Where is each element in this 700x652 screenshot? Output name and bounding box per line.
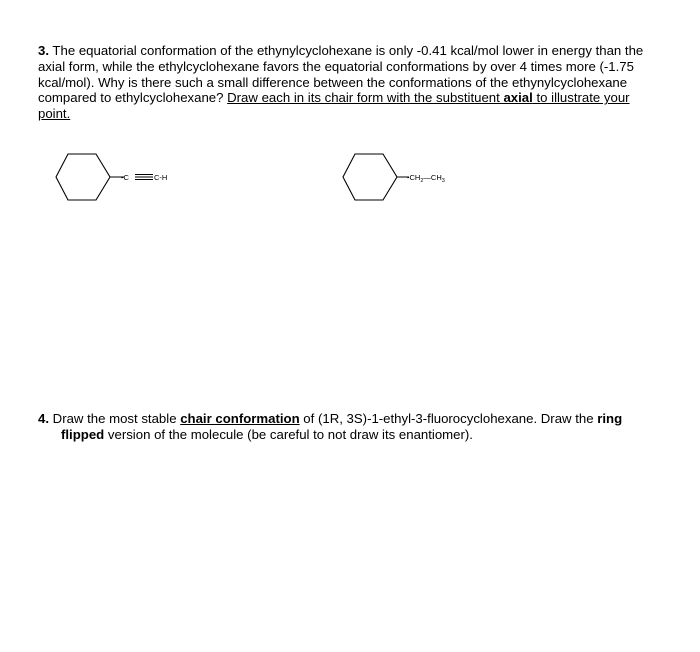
question-4-text-part3: version of the molecule (be careful to not draw its enantiomer).	[104, 426, 473, 442]
ch3-label: —CH	[423, 173, 442, 182]
question-4-number: 4.	[38, 411, 49, 426]
question-3-instruction-part1: Draw each in its chair form with the substituent	[227, 90, 504, 106]
question-4-line-1	[38, 411, 664, 427]
ethyl-substituent-label	[407, 173, 445, 184]
question-4-text-part2: of (1R, 3S)-1-ethyl-3-fluorocyclohexane. Draw the	[299, 411, 598, 426]
ch3-subscript: 3	[441, 178, 445, 184]
question-3-number: 3.	[38, 43, 49, 58]
question-4-text-part1: Draw the most stable	[49, 411, 181, 426]
question-3-instruction-part2: to illustrate your point.	[38, 90, 630, 122]
terminal-ch-label: C-H	[154, 173, 168, 182]
ethylcyclohexane-structure	[339, 150, 489, 205]
ch2-subscript: 2	[420, 178, 424, 184]
question-3-text: The equatorial conformation of the ethynylcyclohexane is only -0.41 kcal/mol lower in energy than the axial form, while the ethylcyclohexane favors the equatorial conformations by over 4 times more (-1.75 kcal/mol). Why is there such a small difference between the conformations of the ethynylcyclohexane compared to ethylcyclohexane?	[38, 43, 644, 106]
cyclohexane-ring	[56, 154, 110, 200]
question-4	[38, 411, 664, 443]
cyclohexane-ring	[343, 154, 397, 200]
question-3-instruction-axial: axial	[503, 90, 533, 106]
question-4-chair-conformation: chair conformation	[180, 411, 300, 426]
question-4-line-2	[38, 427, 664, 443]
ch2-label: -CH	[407, 173, 421, 182]
ethynylcyclohexane-structure	[52, 150, 202, 205]
question-3	[38, 43, 664, 122]
substituent-carbon-label: -C	[121, 173, 129, 182]
question-4-ring: ring	[597, 411, 623, 426]
question-4-flipped: flipped	[61, 426, 105, 442]
